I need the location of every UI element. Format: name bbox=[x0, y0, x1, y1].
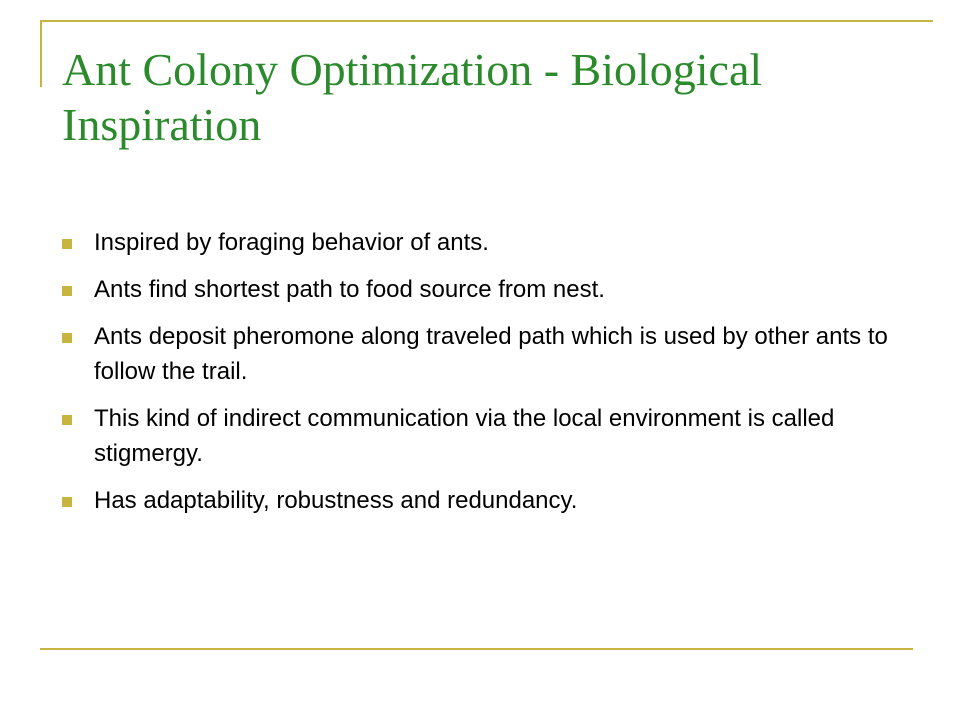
square-bullet-icon bbox=[62, 497, 72, 507]
bullet-text: This kind of indirect communication via the local environment is called stigmergy. bbox=[94, 405, 835, 467]
bullet-item bbox=[62, 225, 892, 260]
bottom-frame-line bbox=[40, 648, 913, 650]
square-bullet-icon bbox=[62, 286, 72, 296]
square-bullet-icon bbox=[62, 415, 72, 425]
slide-title: Ant Colony Optimization - Biological Inspiration bbox=[62, 44, 763, 150]
bullet-text: Inspired by foraging behavior of ants. bbox=[94, 229, 489, 256]
left-frame-line bbox=[40, 20, 42, 87]
top-frame-line bbox=[40, 20, 933, 22]
bullet-list bbox=[62, 225, 892, 530]
square-bullet-icon bbox=[62, 239, 72, 249]
bullet-item bbox=[62, 401, 892, 471]
square-bullet-icon bbox=[62, 333, 72, 343]
bullet-text: Has adaptability, robustness and redundancy. bbox=[94, 487, 578, 514]
bullet-item bbox=[62, 483, 892, 518]
bullet-item bbox=[62, 319, 892, 389]
bullet-text: Ants deposit pheromone along traveled path which is used by other ants to follow the trail. bbox=[94, 323, 888, 385]
bullet-item bbox=[62, 272, 892, 307]
bullet-text: Ants find shortest path to food source from nest. bbox=[94, 276, 605, 303]
